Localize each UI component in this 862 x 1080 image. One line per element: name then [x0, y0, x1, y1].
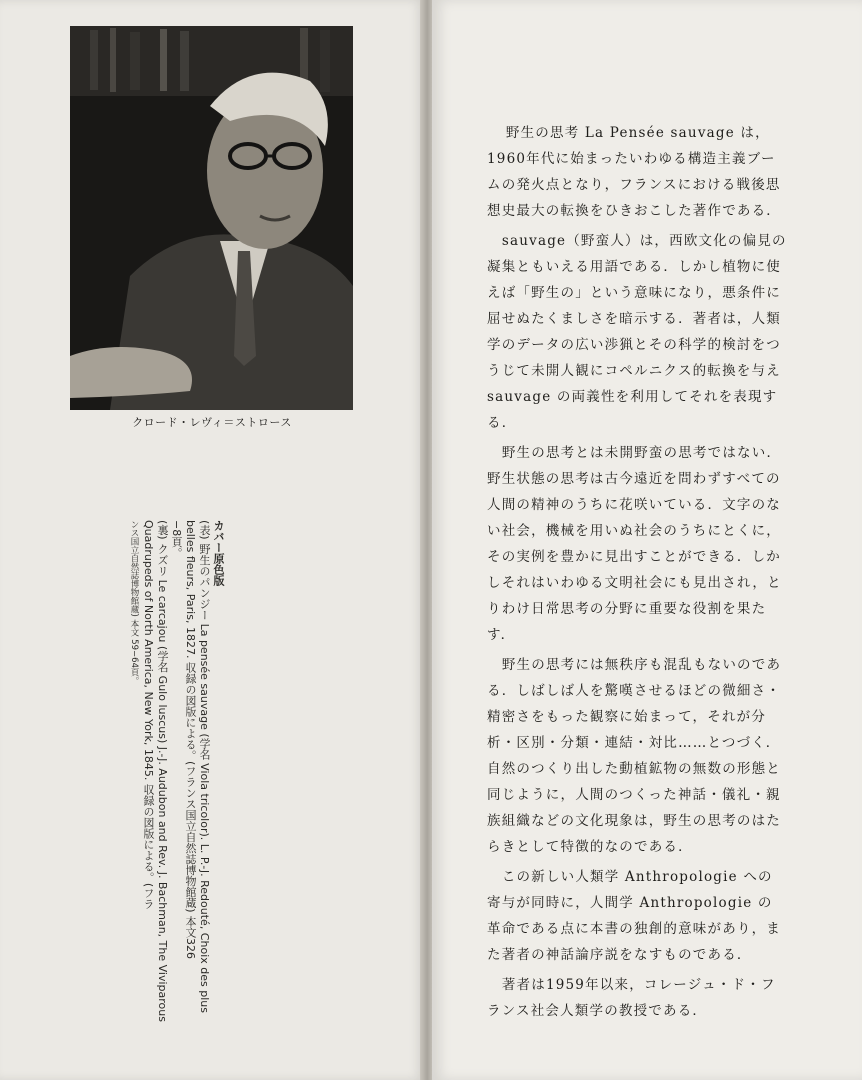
blurb-paragraph: 野生の思考とは未開野蛮の思考ではない．野生状態の思考は古今遠近を問わずすべての人間の精神のうちに花咲いている．文字のない社会，機械を用いぬ社会のうちにとくに，その実例を豊かに見出すことができる．しかしそれはいわゆる文明社会にも見出され，とりわけ日常思考の分野に重要な役割を果たす． — [487, 445, 782, 643]
credits-front: (表) 野生のパンジー La pensée sauvage (学名 Viola tricolor). L. P.-J. Redouté, Choix des plus belles fleurs, Paris, 1827. 収録の図版による。(フランス国立自然誌博物館蔵) 本文326 — [184, 520, 211, 1013]
portrait-image — [70, 26, 353, 410]
credits-back: (裏) クズリ Le carcajou (学名 Gulo luscus) J.-J. Audubon and Rev. J. Bachman, The Viviparous Quadrupeds of North America, New York, 1845. 収録の図版による。(フラ — [142, 520, 169, 1022]
author-portrait — [70, 26, 353, 410]
blurb-paragraph: 著者は1959年以来，コレージュ・ド・フランス社会人類学の教授である． — [487, 977, 776, 1019]
left-page — [0, 0, 424, 1080]
blurb-paragraph: sauvage（野蛮人）は，西欧文化の偏見の凝集ともいえる用語である．しかし植物に使えば「野生の」という意味になり，悪条件に屈せぬたくましさを暗示する．著者は，人類学のデータの広い渉猟とその科学的検討をつうじて未開人観にコペルニクス的転換を与え sauvage の両義性を利用してそれを表現する． — [487, 233, 787, 431]
credits-back-cont: ンス国立自然誌博物館蔵) 本文 59−64頁。 — [129, 520, 139, 685]
credits-front-pages: −8頁。 — [170, 520, 183, 559]
blurb-paragraph: 野生の思考には無秩序も混乱もないのである．しばしば人を驚嘆させるほどの微細さ・精密さをもった観察に始まって，それが分析・区別・分類・連結・対比……とつづく．自然のつくり出した動植鉱物の無数の形態と同じように，人間のつくった神話・儀礼・親族組織などの文化現象は，野生の思考のはたらきとして特徴的なのである． — [487, 657, 782, 855]
photo-caption: クロード・レヴィ＝ストロース — [132, 416, 292, 429]
credits-heading: カバー原色版 — [212, 520, 225, 586]
blurb-paragraph: この新しい人類学 Anthropologie への寄与が同時に，人間学 Anthropologie の革命である点に本書の独創的意味があり，また著者の神話論序説をなすものである． — [487, 869, 781, 963]
cover-credits — [129, 520, 225, 1040]
blurb-text — [487, 120, 787, 1028]
blurb-paragraph: 野生の思考 La Pensée sauvage は，1960年代に始まったいわゆる構造主義ブームの発火点となり，フランスにおける戦後思想史最大の転換をひきおこした著作である． — [487, 125, 781, 219]
